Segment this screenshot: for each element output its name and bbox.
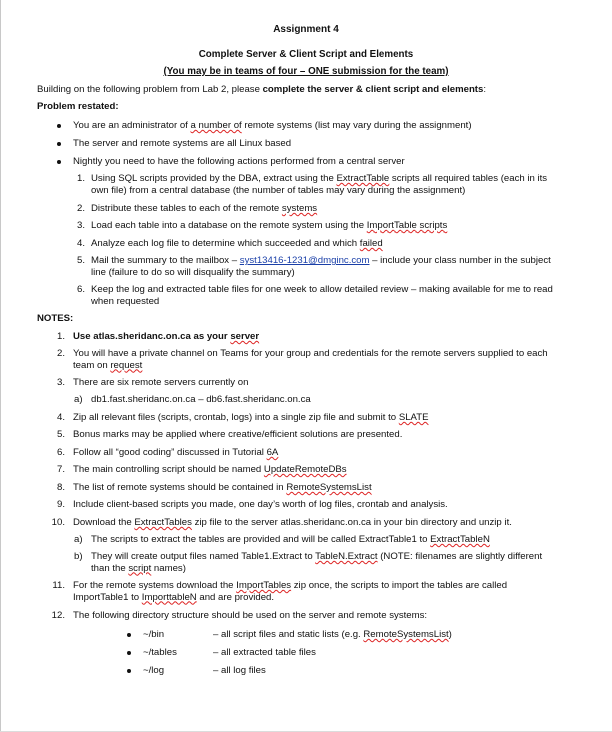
note-number: 8. <box>56 482 65 493</box>
note-7: The main controlling script should be named UpdateRemoteDBs <box>73 464 347 475</box>
note-11: For the remote systems download the ImportTables zip once, the scripts to import the tables are called ImportTable1 to ImporttableN and are provided. <box>73 580 508 603</box>
dir-log-desc: – all log files <box>213 665 266 676</box>
problem-label: Problem restated: <box>37 101 119 112</box>
note-number: 4. <box>56 412 65 423</box>
note-number: 10. <box>51 517 65 528</box>
teams-note: (You may be in teams of four – ONE submission for the team) <box>163 66 449 77</box>
bullet-dot <box>57 124 61 128</box>
note-12: The following directory structure should be used on the server and remote systems: <box>73 610 428 621</box>
document-title: Assignment 4 <box>273 24 339 35</box>
note-number: 7. <box>56 464 65 475</box>
note-number: 11. <box>52 580 65 591</box>
problem-bullet-1: You are an administrator of a number of remote systems (list may vary during the assignment) <box>73 120 472 131</box>
step-number: 5. <box>76 255 85 266</box>
step-number: 3. <box>76 220 85 231</box>
document-subtitle: Complete Server & Client Script and Elements <box>198 49 414 60</box>
note-6: Follow all “good coding” discussed in Tutorial 6A <box>73 447 279 458</box>
dir-tables: ~/tables <box>143 647 177 658</box>
dir-bin-desc: – all script files and static lists (e.g. RemoteSystemsList) <box>213 629 452 640</box>
note-number: 3. <box>56 377 65 388</box>
problem-bullet-2: The server and remote systems are all Linux based <box>73 138 292 149</box>
dir-tables-desc: – all extracted table files <box>213 647 316 658</box>
note-number: 2. <box>56 348 65 359</box>
note-number: 9. <box>56 499 65 510</box>
note-10-sub-letter: b) <box>74 551 83 562</box>
step-2: Distribute these tables to each of the remote systems <box>91 203 318 214</box>
note-10-sub-a: The scripts to extract the tables are provided and will be called ExtractTable1 to ExtractTableN <box>91 534 490 545</box>
page-left-border <box>0 0 1 732</box>
step-4: Analyze each log file to determine which succeeded and which failed <box>91 238 383 249</box>
note-3-sub-letter: a) <box>74 394 83 405</box>
bullet-dot <box>127 651 131 655</box>
note-5: Bonus marks may be applied where creative/efficient solutions are presented. <box>73 429 403 440</box>
note-9: Include client-based scripts you made, one day’s worth of log files, crontab and analysis. <box>73 499 448 510</box>
step-number: 2. <box>76 203 85 214</box>
step-5: Mail the summary to the mailbox – syst13416-1231@dmginc.com – include your class number in the subject line (failure to do so will disqualify the summary) <box>91 255 551 278</box>
intro-paragraph: Building on the following problem from Lab 2, please complete the server & client script and elements: <box>37 84 487 95</box>
note-10-sub-letter: a) <box>74 534 83 545</box>
problem-bullet-3: Nightly you need to have the following actions performed from a central server <box>73 156 405 167</box>
dir-bin: ~/bin <box>143 629 165 640</box>
note-1: Use atlas.sheridanc.on.ca as your server <box>73 331 260 342</box>
email-link[interactable]: syst13416-1231@dmginc.com <box>239 255 370 266</box>
step-6: Keep the log and extracted table files for one week to allow detailed review – making available for me to read when requested <box>91 284 553 307</box>
note-8: The list of remote systems should be contained in RemoteSystemsList <box>73 482 372 493</box>
note-number: 1. <box>56 331 65 342</box>
note-3-sub-a: db1.fast.sheridanc.on.ca – db6.fast.sheridanc.on.ca <box>91 394 311 405</box>
note-10: Download the ExtractTables zip file to the server atlas.sheridanc.on.ca in your bin directory and unzip it. <box>73 517 512 528</box>
bullet-dot <box>57 142 61 146</box>
note-number: 6. <box>56 447 65 458</box>
note-10-sub-b: They will create output files named Table1.Extract to TableN.Extract (NOTE: filenames are slightly different than the script names) <box>91 551 543 574</box>
bullet-dot <box>57 160 61 164</box>
note-number: 5. <box>56 429 65 440</box>
step-number: 1. <box>76 173 85 184</box>
dir-log: ~/log <box>143 665 165 676</box>
note-3: There are six remote servers currently on <box>73 377 249 388</box>
bullet-dot <box>127 633 131 637</box>
note-number: 12. <box>51 610 65 621</box>
step-number: 6. <box>76 284 85 295</box>
step-3: Load each table into a database on the remote system using the ImportTable scripts <box>91 220 448 231</box>
note-2: You will have a private channel on Teams for your group and credentials for the remote servers supplied to each team on request <box>73 348 548 371</box>
note-4: Zip all relevant files (scripts, crontab, logs) into a single zip file and submit to SLATE <box>73 412 429 423</box>
notes-label: NOTES: <box>37 313 74 324</box>
step-number: 4. <box>76 238 85 249</box>
bullet-dot <box>127 669 131 673</box>
step-1: Using SQL scripts provided by the DBA, extract using the ExtractTable scripts all required tables (each in its own file) from a central database (the number of tables may vary during the assignment) <box>91 173 548 196</box>
